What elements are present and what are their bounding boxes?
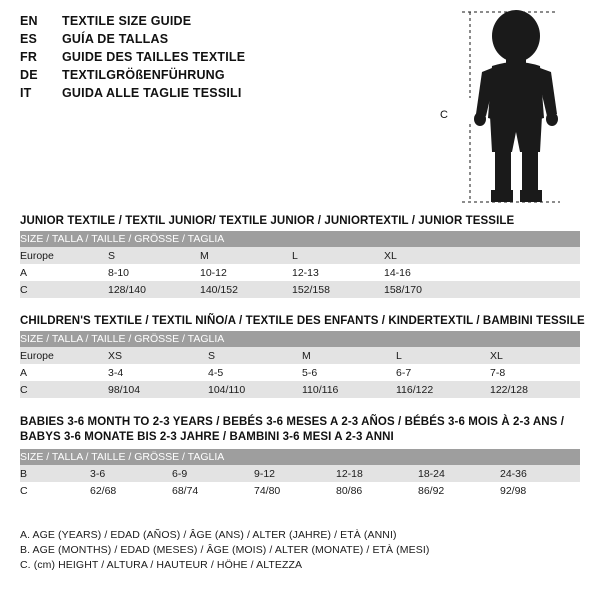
legend-line-c: C. (cm) HEIGHT / ALTURA / HAUTEUR / HÖHE / ALTEZZA bbox=[20, 559, 303, 571]
cell: 92/98 bbox=[500, 482, 580, 499]
cell: 110/116 bbox=[302, 381, 396, 398]
header-row bbox=[20, 14, 440, 28]
row-label: B bbox=[20, 465, 90, 482]
section-junior bbox=[20, 215, 580, 298]
row-label: C bbox=[20, 482, 90, 499]
measure-label-c: C bbox=[440, 109, 448, 121]
cell: 3-6 bbox=[90, 465, 172, 482]
language-code-fr: FR bbox=[20, 50, 38, 64]
row-label: C bbox=[20, 281, 108, 298]
cell: 86/92 bbox=[418, 482, 500, 499]
header bbox=[20, 14, 440, 104]
cell: 62/68 bbox=[90, 482, 172, 499]
row-label: A bbox=[20, 364, 108, 381]
cell: XL bbox=[490, 347, 580, 364]
table-row bbox=[20, 381, 580, 398]
cell bbox=[476, 264, 580, 281]
cell: L bbox=[396, 347, 490, 364]
cell: 12-18 bbox=[336, 465, 418, 482]
table-row bbox=[20, 364, 580, 381]
cell: 14-16 bbox=[384, 264, 476, 281]
cell: 6-9 bbox=[172, 465, 254, 482]
header-title-it: GUIDA ALLE TAGLIE TESSILI bbox=[62, 86, 242, 100]
cell: 80/86 bbox=[336, 482, 418, 499]
band-label-children: SIZE / TALLA / TAILLE / GRÖSSE / TAGLIA bbox=[20, 331, 580, 347]
section-title-children: CHILDREN'S TEXTILE / TEXTIL NIÑO/A / TEXTILE DES ENFANTS / KINDERTEXTIL / BAMBINI TESSILE bbox=[20, 315, 585, 327]
cell bbox=[476, 247, 580, 264]
cell bbox=[476, 281, 580, 298]
table-row bbox=[20, 281, 580, 298]
language-code-de: DE bbox=[20, 68, 38, 82]
figure-toddler bbox=[440, 6, 590, 206]
cell: 6-7 bbox=[396, 364, 490, 381]
cell: 5-6 bbox=[302, 364, 396, 381]
header-title-en: TEXTILE SIZE GUIDE bbox=[62, 14, 192, 28]
legend-line-a: A. AGE (YEARS) / EDAD (AÑOS) / ÂGE (ANS) / ALTER (JAHRE) / ETÀ (ANNI) bbox=[20, 529, 397, 541]
cell: 98/104 bbox=[108, 381, 208, 398]
table-row bbox=[20, 264, 580, 281]
cell: 9-12 bbox=[254, 465, 336, 482]
row-label: Europe bbox=[20, 347, 108, 364]
section-title-babies-line2: BABYS 3-6 MONATE BIS 2-3 JAHRE / BAMBINI 3-6 MESI A 2-3 ANNI bbox=[20, 431, 394, 443]
cell: 104/110 bbox=[208, 381, 302, 398]
cell: M bbox=[302, 347, 396, 364]
cell: 158/170 bbox=[384, 281, 476, 298]
language-code-it: IT bbox=[20, 86, 32, 100]
table-row bbox=[20, 482, 580, 499]
table-row bbox=[20, 331, 580, 347]
cell: 122/128 bbox=[490, 381, 580, 398]
row-label: A bbox=[20, 264, 108, 281]
section-title-junior: JUNIOR TEXTILE / TEXTIL JUNIOR/ TEXTILE JUNIOR / JUNIORTEXTIL / JUNIOR TESSILE bbox=[20, 215, 515, 227]
table-babies bbox=[20, 449, 580, 499]
cell: 8-10 bbox=[108, 264, 200, 281]
header-title-fr: GUIDE DES TAILLES TEXTILE bbox=[62, 50, 246, 64]
header-row bbox=[20, 32, 440, 46]
cell: L bbox=[292, 247, 384, 264]
cell: XL bbox=[384, 247, 476, 264]
table-row bbox=[20, 465, 580, 482]
table-row bbox=[20, 449, 580, 465]
toddler-silhouette-icon bbox=[440, 6, 590, 206]
band-label-junior: SIZE / TALLA / TAILLE / GRÖSSE / TAGLIA bbox=[20, 231, 580, 247]
cell: 152/158 bbox=[292, 281, 384, 298]
row-label: C bbox=[20, 381, 108, 398]
cell: 18-24 bbox=[418, 465, 500, 482]
language-code-en: EN bbox=[20, 14, 38, 28]
section-title-babies-line1: BABIES 3-6 MONTH TO 2-3 YEARS / BEBÉS 3-6 MESES A 2-3 AÑOS / BÉBÉS 3-6 MOIS À 2-3 ANS / bbox=[20, 416, 564, 428]
table-row bbox=[20, 247, 580, 264]
header-row bbox=[20, 68, 440, 82]
cell: 68/74 bbox=[172, 482, 254, 499]
cell: 128/140 bbox=[108, 281, 200, 298]
cell: 7-8 bbox=[490, 364, 580, 381]
cell: 12-13 bbox=[292, 264, 384, 281]
table-junior bbox=[20, 231, 580, 298]
band-label-babies: SIZE / TALLA / TAILLE / GRÖSSE / TAGLIA bbox=[20, 449, 580, 465]
table-row bbox=[20, 347, 580, 364]
cell: 24-36 bbox=[500, 465, 580, 482]
row-label: Europe bbox=[20, 247, 108, 264]
legend-line-b: B. AGE (MONTHS) / EDAD (MESES) / ÂGE (MOIS) / ALTER (MONATE) / ETÀ (MESI) bbox=[20, 544, 430, 556]
cell: S bbox=[208, 347, 302, 364]
cell: M bbox=[200, 247, 292, 264]
section-babies bbox=[20, 415, 580, 499]
table-row bbox=[20, 231, 580, 247]
cell: 3-4 bbox=[108, 364, 208, 381]
cell: 4-5 bbox=[208, 364, 302, 381]
legend bbox=[20, 528, 429, 573]
header-row bbox=[20, 86, 440, 100]
header-title-es: GUÍA DE TALLAS bbox=[62, 32, 169, 46]
cell: XS bbox=[108, 347, 208, 364]
header-row bbox=[20, 50, 440, 64]
cell: S bbox=[108, 247, 200, 264]
cell: 116/122 bbox=[396, 381, 490, 398]
header-title-de: TEXTILGRÖßENFÜHRUNG bbox=[62, 68, 225, 82]
table-children bbox=[20, 331, 580, 398]
cell: 74/80 bbox=[254, 482, 336, 499]
cell: 10-12 bbox=[200, 264, 292, 281]
cell: 140/152 bbox=[200, 281, 292, 298]
section-children bbox=[20, 315, 585, 398]
language-code-es: ES bbox=[20, 32, 38, 46]
